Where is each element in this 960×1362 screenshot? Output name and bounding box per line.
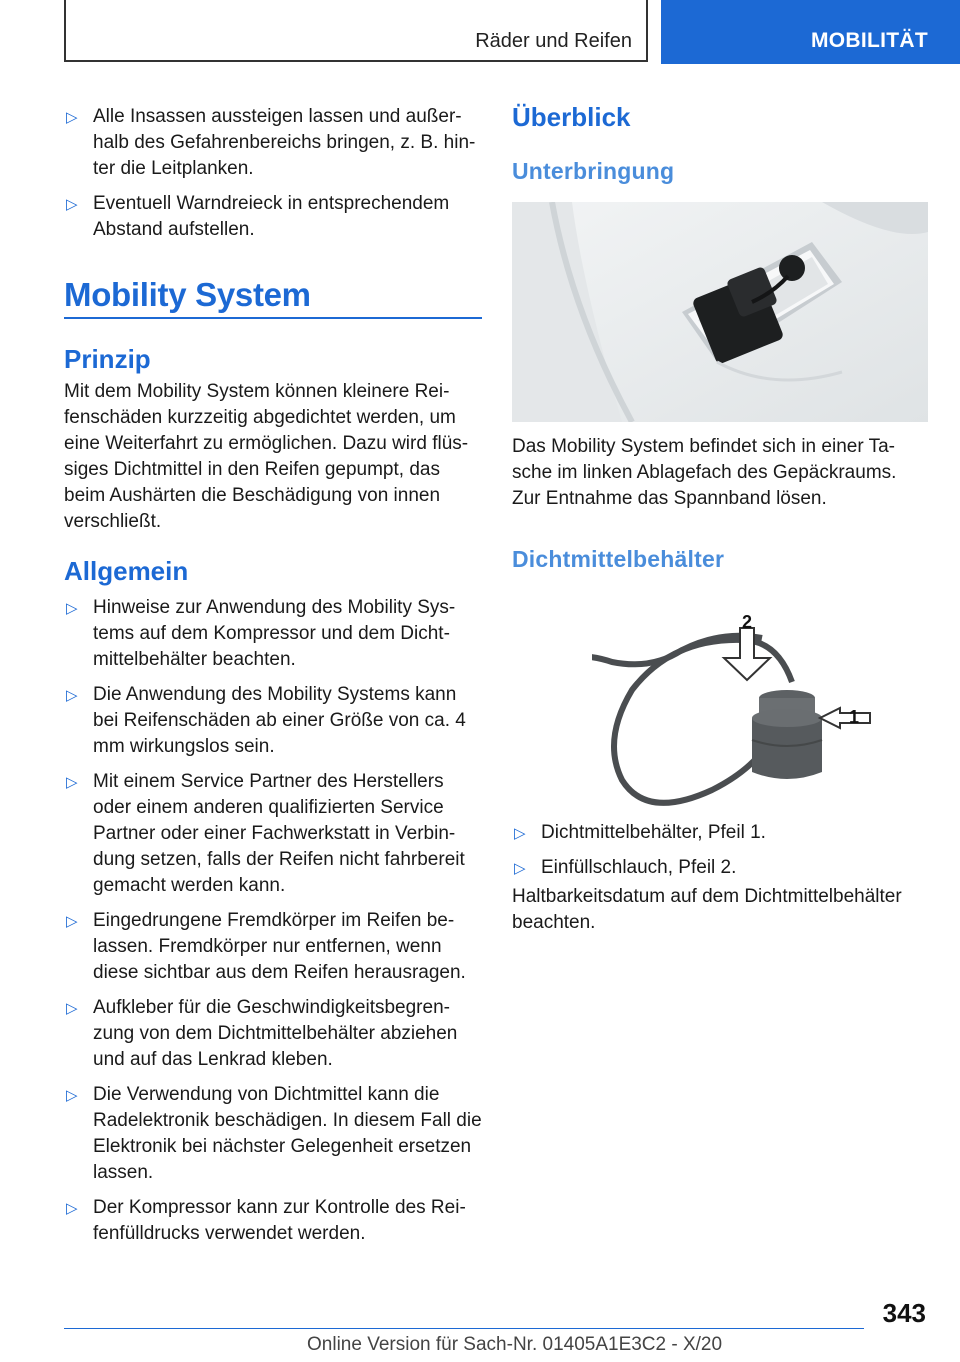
list-item: ▷ Eingedrungene Fremdkörper im Reifen belassen. Fremdkörper nur entfernen, wenn diese sichtbar aus dem Reifen herausragen. — [66, 910, 466, 983]
sealant-container-drawing — [592, 590, 882, 810]
triangle-bullet-icon: ▷ — [514, 860, 526, 877]
container-bullet-list — [512, 820, 928, 890]
list-item: ▷ Die Anwendung des Mobility Systems kann bei Reifenschäden ab einer Größe von ca. 4 mm wirkungslos sein. — [66, 684, 466, 757]
list-item: ▷ Hinweise zur Anwendung des Mobility Systems auf dem Kompressor und dem Dichtmittelbehälter beachten. — [66, 597, 456, 670]
footer-divider — [64, 1328, 864, 1329]
storage-text: Das Mobility System befindet sich in einer Tasche im linken Ablagefach des Gepäckraums. Zur Entnahme das Spannband lösen. — [512, 436, 897, 509]
list-item: ▷ Alle Insassen aussteigen lassen und außerhalb des Gefahrenbereichs bringen, z. B. hinter die Leitplanken. — [66, 106, 476, 179]
triangle-bullet-icon: ▷ — [514, 825, 526, 842]
arrow-label-1: 1 — [849, 707, 860, 727]
overview-heading: Überblick — [512, 102, 631, 132]
triangle-bullet-icon: ▷ — [66, 600, 78, 617]
page-number: 343 — [882, 1298, 926, 1328]
list-item: ▷ Einfüllschlauch, Pfeil 2. — [512, 855, 928, 881]
list-item: ▷ Aufkleber für die Geschwindigkeitsbegrenzung von dem Dichtmittelbehälter abziehen und auf das Lenkrad kleben. — [66, 997, 458, 1070]
list-item: ▷ Mit einem Service Partner des Herstellers oder einem anderen qualifizierten Service Partner oder einer Fachwerkstatt in Verbindung setzen, falls der Reifen nicht fahrbereit gemacht werden kann. — [66, 771, 465, 896]
list-item: ▷ Die Verwendung von Dichtmittel kann die Radelektronik beschädigen. In diesem Fall die Elektronik bei nächster Gelegenheit ersetzen lassen. — [66, 1084, 482, 1183]
triangle-bullet-icon: ▷ — [66, 913, 78, 930]
list-item: ▷ Der Kompressor kann zur Kontrolle des Reifenfülldrucks verwendet werden. — [66, 1197, 466, 1244]
list-item: ▷ Eventuell Warndreieck in entsprechendem Abstand aufstellen. — [66, 193, 450, 240]
triangle-bullet-icon: ▷ — [66, 687, 78, 704]
general-heading: Allgemein — [64, 556, 189, 586]
title-divider — [64, 317, 482, 319]
triangle-bullet-icon: ▷ — [66, 1087, 78, 1104]
intro-bullet-list — [64, 104, 482, 252]
triangle-bullet-icon: ▷ — [66, 196, 78, 213]
storage-compartment-image — [512, 202, 928, 422]
section-title: Räder und Reifen — [475, 30, 632, 52]
footer-online-version: Online Version für Sach-Nr. 01405A1E3C2 - X/20 — [307, 1334, 723, 1355]
container-note: Haltbarkeitsdatum auf dem Dichtmittelbehälter beachten. — [512, 886, 902, 933]
arrow-label-2: 2 — [742, 612, 753, 632]
list-item: ▷ Dichtmittelbehälter, Pfeil 1. — [512, 820, 928, 846]
chapter-tab: MOBILITÄT — [661, 0, 960, 64]
principle-heading: Prinzip — [64, 344, 151, 374]
page-title: Mobility System — [64, 276, 311, 313]
triangle-bullet-icon: ▷ — [66, 1000, 78, 1017]
triangle-bullet-icon: ▷ — [66, 1200, 78, 1217]
general-bullet-list — [64, 595, 482, 1256]
triangle-bullet-icon: ▷ — [66, 109, 78, 126]
storage-heading: Unterbringung — [512, 158, 675, 184]
principle-text: Mit dem Mobility System können kleinere Reifenschäden kurzzeitig abgedichtet werden, um eine Weiterfahrt zu ermöglichen. Dazu wird flüssiges Dichtmittel in den Reifen gepumpt, das beim Aushärten die Beschädigung von innen verschließt. — [64, 381, 469, 532]
storage-compartment-photo — [512, 202, 928, 422]
triangle-bullet-icon: ▷ — [66, 774, 78, 791]
header-section-box — [64, 0, 648, 62]
sealant-container-illustration — [592, 590, 882, 810]
container-heading: Dichtmittelbehälter — [512, 546, 725, 572]
